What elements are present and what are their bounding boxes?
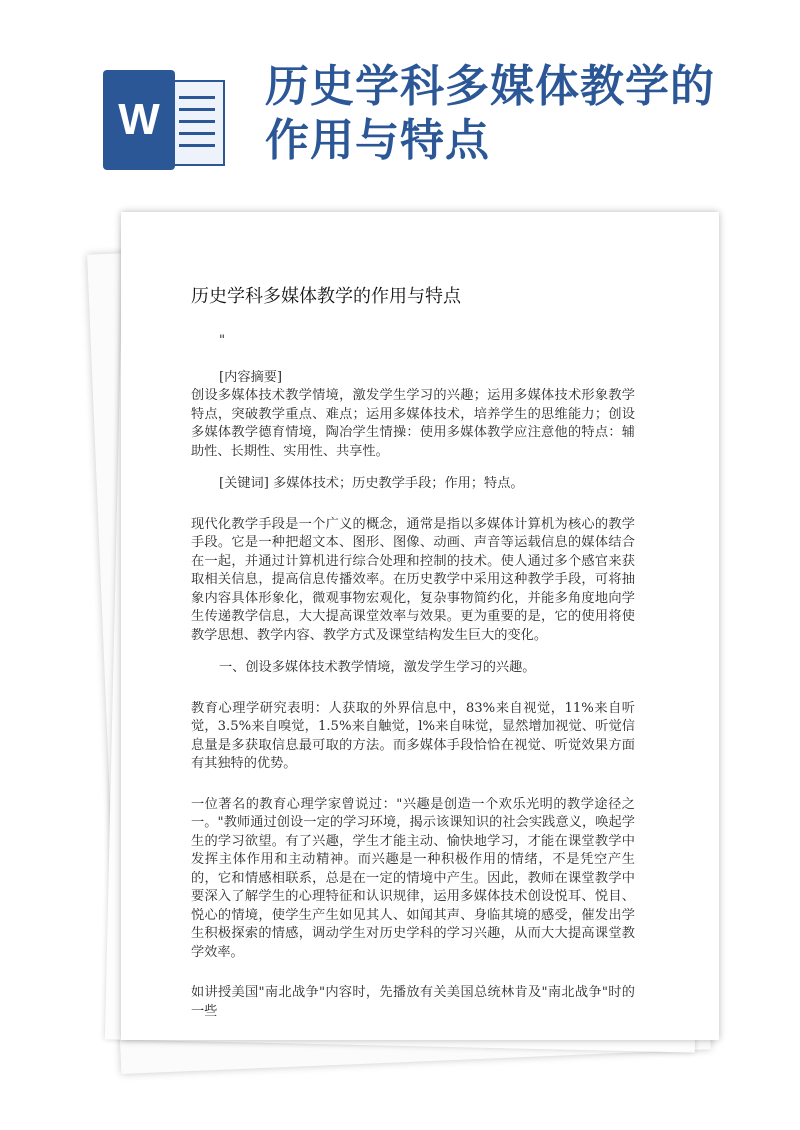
- page-title: 历史学科多媒体教学的作用与特点: [265, 61, 715, 166]
- paragraph-4: 如讲授美国"南北战争"内容时，先播放有关美国总统林肯及"南北战争"时的一些: [191, 985, 635, 1019]
- header: [0, 0, 800, 210]
- document-content: [191, 284, 635, 1021]
- paragraph-1: 现代化教学手段是一个广义的概念，通常是指以多媒体计算机为核心的教学手段。它是一种把超文本、图形、图像、动画、声音等运载信息的媒体结合在一起，并通过计算机进行综合处理和控制的技术。使人通过多个感官来获取相关信息，提高信息传播效率。在历史教学中采用这种教学手段，可将抽象内容具体形象化，微观事物宏观化，复杂事物简约化，并能多角度地向学生传递教学信息，大大提高课堂效率与效果。更为重要的是，它的使用将使教学思想、教学内容、教学方式及课堂结构发生巨大的变化。: [191, 516, 635, 643]
- word-logo-letter: W: [103, 70, 175, 170]
- quote-mark: ": [219, 333, 226, 348]
- section-heading-1: 一、创设多媒体技术教学情境，激发学生学习的兴趣。: [219, 660, 536, 675]
- document-page: [121, 212, 719, 1040]
- document-title: 历史学科多媒体教学的作用与特点: [191, 286, 461, 307]
- paragraph-3: 一位著名的教育心理学家曾说过："兴趣是创造一个欢乐光明的教学途径之一。"教师通过创设一定的学习环境，揭示该课知识的社会实践意义，唤起学生的学习欲望。有了兴趣，学生才能主动、愉快地学习，才能在课堂教学中发挥主体作用和主动精神。而兴趣是一种积极作用的情绪，不是凭空产生的，它和情感相联系，总是在一定的情境中产生。因此，教师在课堂教学中要深入了解学生的心理特征和认识规律，运用多媒体技术创设悦耳、悦目、悦心的情境，使学生产生如见其人、如闻其声、身临其境的感受，催发出学生积极探索的情感，调动学生对历史学科的学习兴趣，从而大大提高课堂教学效率。: [191, 796, 635, 960]
- abstract-label: [内容摘要]: [219, 369, 283, 385]
- paragraph-2: 教育心理学研究表明：人获取的外界信息中，83%来自视觉，11%来自听觉，3.5%来自嗅觉，1.5%来自触觉，l%来自味觉，显然增加视觉、听觉信息量是多获取信息最可取的方法。而多媒体手段恰恰在视觉、听觉效果方面有其独特的优势。: [191, 700, 635, 771]
- abstract-text: 创设多媒体技术教学情境，激发学生学习的兴趣；运用多媒体技术形象教学特点，突破教学重点、难点；运用多媒体技术，培养学生的思维能力；创设多媒体教学德育情境，陶冶学生情操：使用多媒体教学应注意他的特点：辅助性、长期性、实用性、共享性。: [191, 388, 635, 459]
- keywords: [关键词] 多媒体技术；历史教学手段；作用；特点。: [219, 476, 524, 491]
- word-document-icon: [103, 70, 223, 170]
